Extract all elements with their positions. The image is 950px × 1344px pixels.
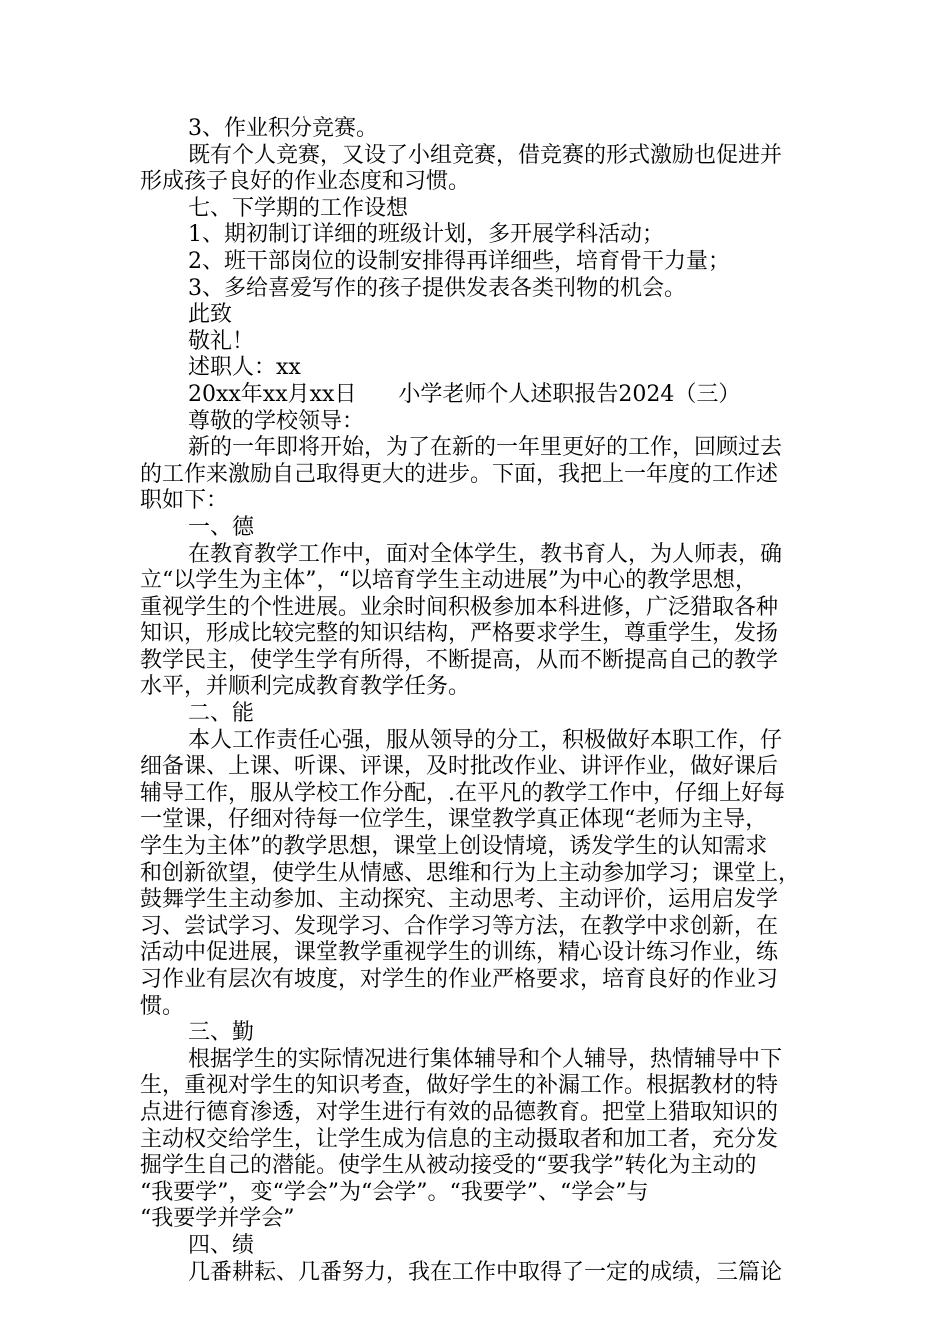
text-line: 主动权交给学生，让学生成为信息的主动摄取者和加工者，充分发 bbox=[140, 1126, 779, 1152]
text-line: 述职人：xx bbox=[188, 355, 301, 381]
text-line: 1、期初制订详细的班级计划，多开展学科活动； bbox=[188, 222, 664, 248]
text-line: 七、下学期的工作设想 bbox=[188, 195, 409, 221]
text-line: 学生为主体”的教学思想，课堂上创设情境，诱发学生的认知需求 bbox=[140, 834, 768, 860]
text-line: 鼓舞学生主动参加、主动探究、主动思考、主动评价，运用启发学 bbox=[140, 887, 779, 913]
text-line: 20xx年xx月xx日 小学老师个人述职报告2024（三） bbox=[188, 381, 741, 407]
text-line: 根据学生的实际情况进行集体辅导和个人辅导，热情辅导中下 bbox=[188, 1046, 783, 1072]
text-line: 二、能 bbox=[188, 701, 255, 727]
text-line: 细备课、上课、听课、评课，及时批改作业、讲评作业，做好课后 bbox=[140, 754, 779, 780]
text-line: 辅导工作，服从学校工作分配，.在平凡的教学工作中，仔细上好每 bbox=[140, 780, 785, 806]
text-line: 点进行德育渗透，对学生进行有效的品德教育。把堂上猎取知识的 bbox=[140, 1099, 779, 1125]
text-line: 一、德 bbox=[188, 514, 255, 540]
text-line: 既有个人竞赛，又设了小组竞赛，借竞赛的形式激励也促进并 bbox=[188, 142, 783, 168]
text-line: “我要学并学会” bbox=[140, 1206, 295, 1232]
text-line: 习、尝试学习、发现学习、合作学习等方法，在教学中求创新，在 bbox=[140, 913, 779, 939]
text-line: 本人工作责任心强，服从领导的分工，积极做好本职工作，仔 bbox=[188, 727, 783, 753]
text-line: 的工作来激励自己取得更大的进步。下面，我把上一年度的工作述 bbox=[140, 461, 779, 487]
text-line: 重视学生的个性进展。业余时间积极参加本科进修，广泛猎取各种 bbox=[140, 594, 779, 620]
text-line: 活动中促进展，课堂教学重视学生的训练，精心设计练习作业，练 bbox=[140, 940, 779, 966]
text-line: 职如下： bbox=[140, 488, 229, 514]
text-line: 敬礼！ bbox=[188, 328, 255, 354]
text-line: 几番耕耘、几番努力，我在工作中取得了一定的成绩，三篇论 bbox=[188, 1259, 783, 1285]
text-line: “我要学”，变“学会”为“会学”。“我要学”、“学会”与 bbox=[140, 1179, 649, 1205]
text-line: 尊敬的学校领导： bbox=[188, 408, 365, 434]
text-line: 习作业有层次有坡度，对学生的作业严格要求，培育良好的作业习 bbox=[140, 967, 779, 992]
text-line: 新的一年即将开始，为了在新的一年里更好的工作，回顾过去 bbox=[188, 435, 783, 461]
text-line: 形成孩子良好的作业态度和习惯。 bbox=[140, 169, 471, 195]
text-line: 此致 bbox=[188, 302, 233, 328]
text-line: 教学民主，使学生学有所得，不断提高，从而不断提高自己的教学 bbox=[140, 647, 779, 673]
text-line: 惯。 bbox=[140, 993, 185, 1019]
text-line: 四、绩 bbox=[188, 1232, 255, 1258]
text-line: 3、作业积分竞赛。 bbox=[188, 116, 378, 141]
text-line: 生，重视对学生的知识考查，做好学生的补漏工作。根据教材的特 bbox=[140, 1073, 779, 1099]
text-line: 2、班干部岗位的设制安排得再详细些，培育骨干力量； bbox=[188, 248, 730, 274]
document-text-body bbox=[140, 116, 816, 1286]
text-line: 水平，并顺利完成教育教学任务。 bbox=[140, 674, 471, 700]
text-line: 在教育教学工作中，面对全体学生，教书育人，为人师表，确 bbox=[188, 541, 783, 567]
text-line: 三、勤 bbox=[188, 1020, 255, 1046]
text-line: 和创新欲望，使学生从情感、思维和行为上主动参加学习；课堂上， bbox=[140, 860, 801, 886]
text-line: 立“以学生为主体”，“以培育学生主动进展”为中心的教学思想， bbox=[140, 568, 757, 594]
text-line: 3、多给喜爱写作的孩子提供发表各类刊物的机会。 bbox=[188, 275, 686, 301]
text-line: 一堂课，仔细对待每一位学生，课堂教学真正体现“老师为主导， bbox=[140, 807, 768, 833]
text-line: 知识，形成比较完整的知识结构，严格要求学生，尊重学生，发扬 bbox=[140, 621, 779, 647]
text-line: 掘学生自己的潜能。使学生从被动接受的“要我学”转化为主动的 bbox=[140, 1153, 757, 1179]
